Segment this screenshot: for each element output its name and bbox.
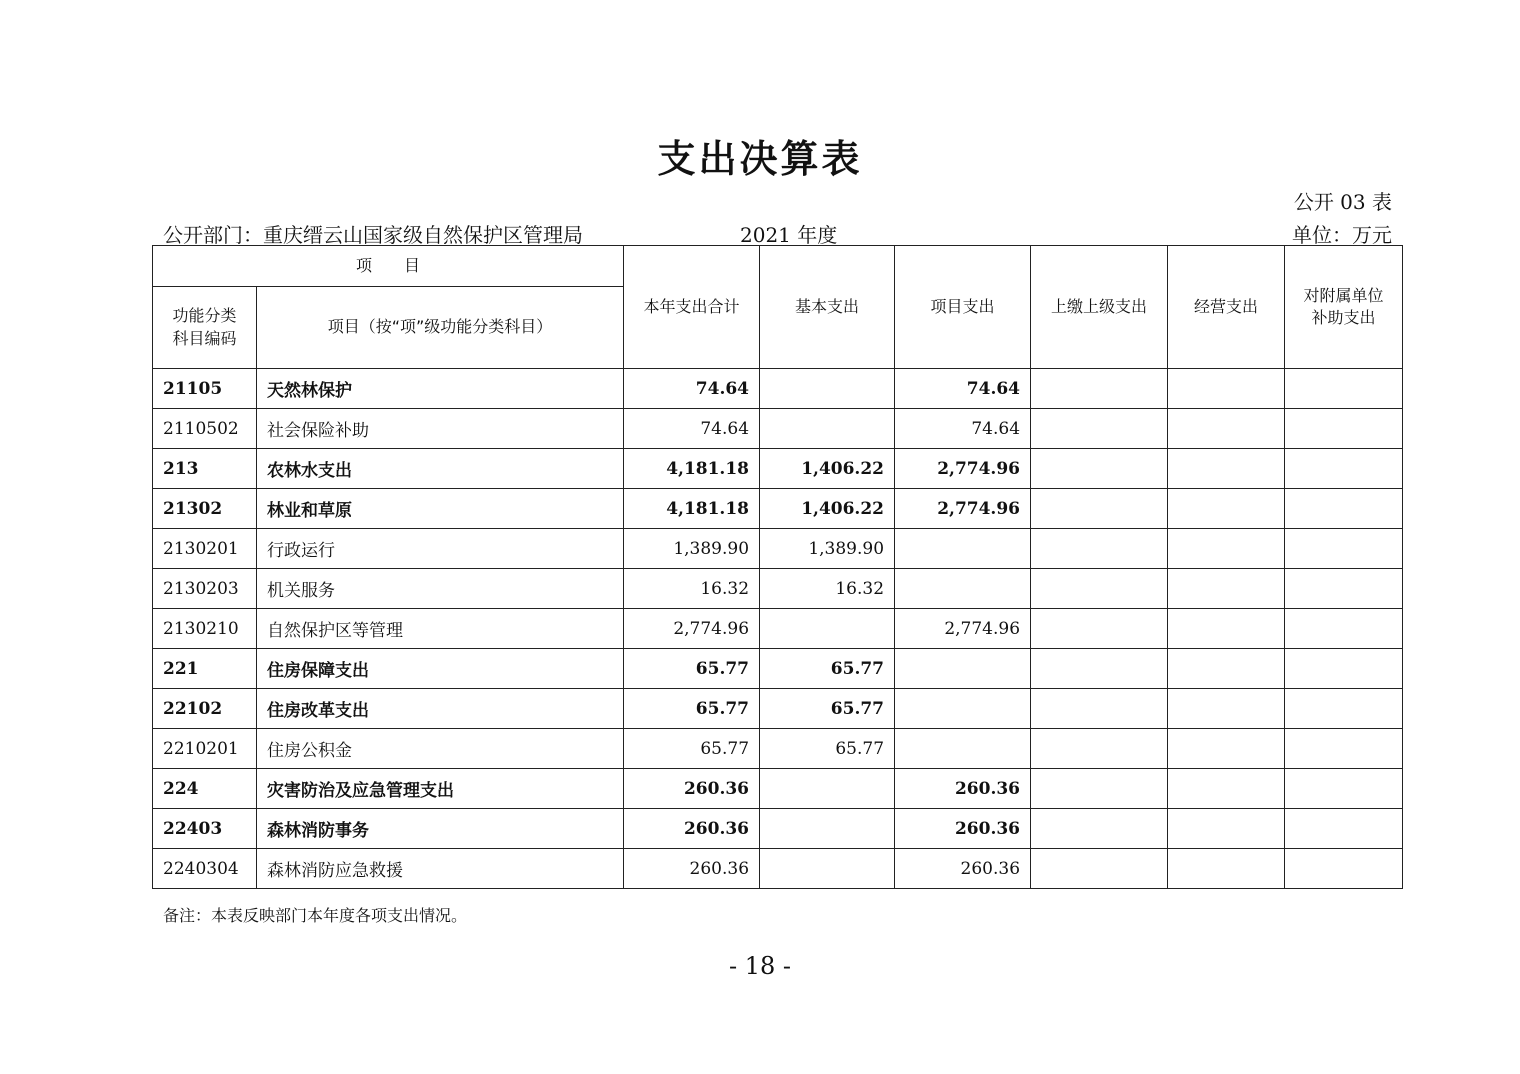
cell-total: 260.36 — [624, 849, 760, 889]
cell-business — [1168, 409, 1285, 449]
cell-business — [1168, 369, 1285, 409]
cell-project — [895, 569, 1031, 609]
unit-label: 单位：万元 — [1292, 223, 1392, 247]
cell-subsidy — [1285, 569, 1403, 609]
cell-code: 2130210 — [153, 609, 257, 649]
cell-subsidy — [1285, 489, 1403, 529]
cell-total: 74.64 — [624, 409, 760, 449]
cell-name: 林业和草原 — [257, 489, 624, 529]
cell-basic — [760, 849, 895, 889]
cell-project: 2,774.96 — [895, 449, 1031, 489]
table-row — [153, 569, 1403, 609]
table-note: 备注：本表反映部门本年度各项支出情况。 — [163, 906, 468, 925]
cell-code: 221 — [153, 649, 257, 689]
cell-subsidy — [1285, 649, 1403, 689]
cell-code: 2110502 — [153, 409, 257, 449]
cell-upper — [1031, 489, 1168, 529]
cell-basic — [760, 409, 895, 449]
header-item-group: 项 目 — [153, 246, 624, 287]
cell-basic: 1,406.22 — [760, 449, 895, 489]
cell-basic — [760, 809, 895, 849]
table-row — [153, 809, 1403, 849]
cell-project — [895, 729, 1031, 769]
cell-name: 社会保险补助 — [257, 409, 624, 449]
cell-upper — [1031, 809, 1168, 849]
expenditure-table — [152, 245, 1403, 889]
header-name: 项目（按“项”级功能分类科目） — [257, 287, 624, 369]
cell-project: 74.64 — [895, 369, 1031, 409]
cell-upper — [1031, 449, 1168, 489]
cell-project: 2,774.96 — [895, 609, 1031, 649]
cell-basic: 65.77 — [760, 649, 895, 689]
cell-upper — [1031, 649, 1168, 689]
cell-project: 74.64 — [895, 409, 1031, 449]
cell-subsidy — [1285, 849, 1403, 889]
cell-code: 21302 — [153, 489, 257, 529]
cell-code: 213 — [153, 449, 257, 489]
cell-name: 灾害防治及应急管理支出 — [257, 769, 624, 809]
cell-total: 74.64 — [624, 369, 760, 409]
cell-project: 260.36 — [895, 769, 1031, 809]
cell-upper — [1031, 849, 1168, 889]
cell-total: 4,181.18 — [624, 489, 760, 529]
cell-name: 天然林保护 — [257, 369, 624, 409]
cell-basic: 65.77 — [760, 729, 895, 769]
header-code: 功能分类 科目编码 — [153, 287, 257, 369]
cell-name: 机关服务 — [257, 569, 624, 609]
table-number: 公开 03 表 — [1293, 190, 1392, 214]
cell-basic: 1,389.90 — [760, 529, 895, 569]
cell-project: 260.36 — [895, 809, 1031, 849]
department-label: 公开部门：重庆缙云山国家级自然保护区管理局 — [163, 223, 583, 247]
table-row — [153, 729, 1403, 769]
cell-name: 森林消防应急救援 — [257, 849, 624, 889]
cell-project: 260.36 — [895, 849, 1031, 889]
cell-upper — [1031, 609, 1168, 649]
cell-name: 森林消防事务 — [257, 809, 624, 849]
cell-code: 2130203 — [153, 569, 257, 609]
cell-code: 2130201 — [153, 529, 257, 569]
cell-name: 住房公积金 — [257, 729, 624, 769]
cell-subsidy — [1285, 689, 1403, 729]
cell-basic — [760, 769, 895, 809]
table-row — [153, 609, 1403, 649]
cell-business — [1168, 609, 1285, 649]
cell-total: 260.36 — [624, 769, 760, 809]
table-row — [153, 689, 1403, 729]
cell-upper — [1031, 769, 1168, 809]
cell-upper — [1031, 729, 1168, 769]
cell-subsidy — [1285, 809, 1403, 849]
cell-project — [895, 529, 1031, 569]
cell-upper — [1031, 569, 1168, 609]
cell-basic: 1,406.22 — [760, 489, 895, 529]
cell-basic: 65.77 — [760, 689, 895, 729]
cell-code: 2210201 — [153, 729, 257, 769]
cell-business — [1168, 729, 1285, 769]
cell-subsidy — [1285, 729, 1403, 769]
cell-total: 1,389.90 — [624, 529, 760, 569]
cell-code: 22403 — [153, 809, 257, 849]
cell-code: 2240304 — [153, 849, 257, 889]
cell-project — [895, 689, 1031, 729]
cell-business — [1168, 769, 1285, 809]
cell-upper — [1031, 689, 1168, 729]
cell-subsidy — [1285, 529, 1403, 569]
cell-total: 65.77 — [624, 689, 760, 729]
cell-subsidy — [1285, 369, 1403, 409]
cell-business — [1168, 489, 1285, 529]
cell-total: 65.77 — [624, 649, 760, 689]
cell-total: 65.77 — [624, 729, 760, 769]
cell-total: 16.32 — [624, 569, 760, 609]
table-row — [153, 489, 1403, 529]
cell-subsidy — [1285, 409, 1403, 449]
cell-business — [1168, 809, 1285, 849]
cell-name: 自然保护区等管理 — [257, 609, 624, 649]
cell-code: 22102 — [153, 689, 257, 729]
cell-name: 住房改革支出 — [257, 689, 624, 729]
cell-business — [1168, 649, 1285, 689]
cell-name: 住房保障支出 — [257, 649, 624, 689]
header-project: 项目支出 — [895, 246, 1031, 369]
table-row — [153, 529, 1403, 569]
cell-business — [1168, 569, 1285, 609]
cell-subsidy — [1285, 609, 1403, 649]
cell-business — [1168, 689, 1285, 729]
table-row — [153, 849, 1403, 889]
cell-name: 农林水支出 — [257, 449, 624, 489]
table-row — [153, 769, 1403, 809]
cell-business — [1168, 849, 1285, 889]
page-title: 支出决算表 — [657, 137, 863, 181]
cell-total: 260.36 — [624, 809, 760, 849]
cell-code: 21105 — [153, 369, 257, 409]
cell-upper — [1031, 409, 1168, 449]
header-business: 经营支出 — [1168, 246, 1285, 369]
cell-name: 行政运行 — [257, 529, 624, 569]
cell-business — [1168, 449, 1285, 489]
table-row — [153, 409, 1403, 449]
header-total: 本年支出合计 — [624, 246, 760, 369]
header-subsidy: 对附属单位 补助支出 — [1285, 246, 1403, 369]
page-number: - 18 - — [728, 952, 791, 980]
cell-business — [1168, 529, 1285, 569]
cell-basic: 16.32 — [760, 569, 895, 609]
table-row — [153, 649, 1403, 689]
cell-upper — [1031, 369, 1168, 409]
cell-project — [895, 649, 1031, 689]
year-label: 2021 年度 — [740, 223, 838, 247]
cell-subsidy — [1285, 449, 1403, 489]
cell-basic — [760, 609, 895, 649]
table-row — [153, 369, 1403, 409]
cell-subsidy — [1285, 769, 1403, 809]
cell-code: 224 — [153, 769, 257, 809]
cell-basic — [760, 369, 895, 409]
cell-upper — [1031, 529, 1168, 569]
cell-total: 2,774.96 — [624, 609, 760, 649]
cell-total: 4,181.18 — [624, 449, 760, 489]
header-basic: 基本支出 — [760, 246, 895, 369]
header-upper: 上缴上级支出 — [1031, 246, 1168, 369]
cell-project: 2,774.96 — [895, 489, 1031, 529]
table-row — [153, 449, 1403, 489]
